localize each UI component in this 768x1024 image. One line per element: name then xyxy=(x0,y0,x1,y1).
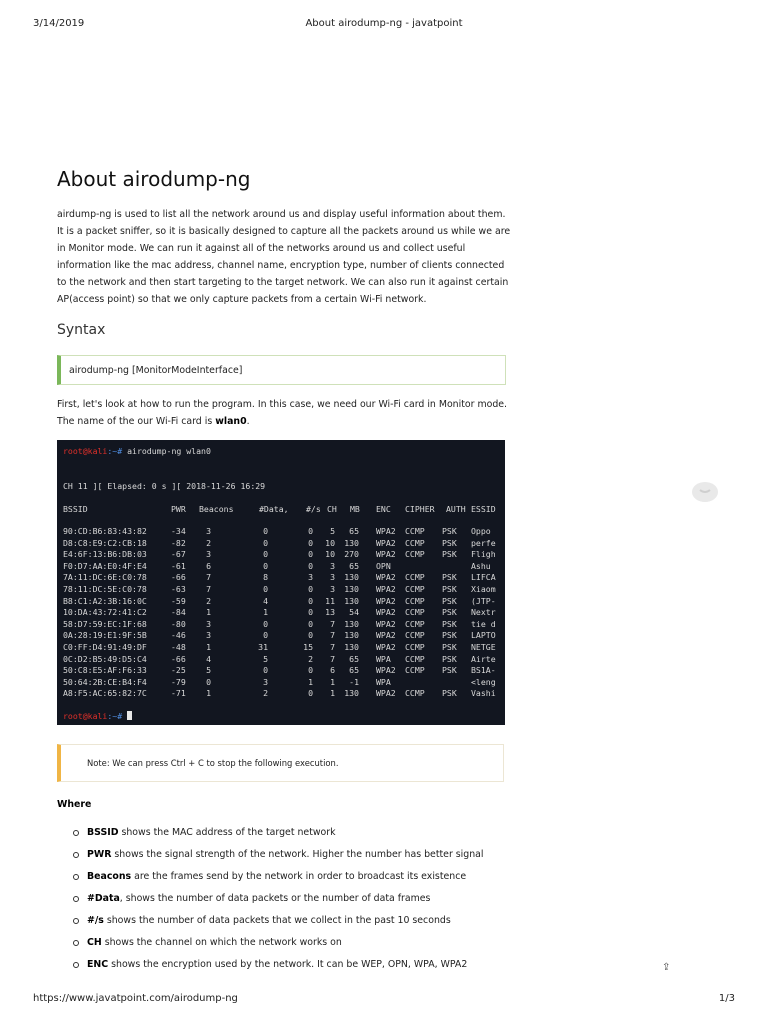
terminal-column-9: AUTH xyxy=(446,504,466,514)
definition-desc: shows the signal strength of the network. Higher the number has better signal xyxy=(111,849,484,860)
terminal-cell: CCMP xyxy=(405,688,425,699)
terminal-cell: 3 xyxy=(263,676,268,687)
terminal-cell: -84 xyxy=(171,607,186,618)
prompt-user: root@kali xyxy=(63,446,108,456)
definition-desc: shows the channel on which the network works on xyxy=(101,937,342,948)
terminal-column-8: CIPHER xyxy=(405,504,435,514)
terminal-screenshot xyxy=(57,440,505,725)
terminal-cell: WPA2 xyxy=(376,642,396,652)
terminal-column-3: #Data, xyxy=(259,504,289,514)
definition-desc: , shows the number of data packets or the number of data frames xyxy=(119,893,431,904)
definition-term: PWR xyxy=(87,849,112,860)
terminal-cell: 11 xyxy=(325,595,335,606)
terminal-cell: -59 xyxy=(171,595,186,606)
terminal-cell: 1 xyxy=(206,607,211,618)
note-box xyxy=(57,744,504,782)
terminal-cell: Airte xyxy=(471,653,496,664)
terminal-cell: -63 xyxy=(171,584,186,594)
definition-term: BSSID xyxy=(87,827,119,838)
terminal-cell: 130 xyxy=(344,642,359,652)
terminal-cell: PSK xyxy=(442,537,457,548)
print-footer-page: 1/3 xyxy=(718,993,735,1004)
terminal-cursor xyxy=(127,711,132,720)
terminal-cell: 130 xyxy=(344,572,359,583)
terminal-cell: PSK xyxy=(442,665,457,676)
terminal-cell: Vashi xyxy=(471,688,496,699)
terminal-cell: 130 xyxy=(344,584,359,594)
terminal-cell: 65 xyxy=(349,560,359,571)
terminal-cell: 0C:D2:B5:49:D5:C4 xyxy=(63,653,147,664)
note-text: Note: We can press Ctrl + C to stop the following execution. xyxy=(87,758,339,768)
terminal-cell: WPA2 xyxy=(376,688,396,699)
terminal-cell: 0 xyxy=(206,676,211,687)
terminal-cell: -48 xyxy=(171,642,186,652)
definition-term: Beacons xyxy=(87,871,132,882)
run-paragraph xyxy=(57,396,512,430)
terminal-cell: 3 xyxy=(308,572,313,583)
terminal-cell: 8 xyxy=(263,572,268,583)
terminal-cell: 5 xyxy=(263,653,268,664)
terminal-cell: 10 xyxy=(325,549,335,560)
terminal-cell: PSK xyxy=(442,607,457,618)
terminal-cell: 130 xyxy=(344,618,359,629)
terminal-cell: 130 xyxy=(344,688,359,699)
terminal-cell: 6 xyxy=(206,560,211,571)
terminal-cell: WPA2 xyxy=(376,549,396,560)
terminal-cell: -34 xyxy=(171,526,186,536)
terminal-cell: -71 xyxy=(171,688,186,699)
definition-term: #/s xyxy=(87,915,104,926)
syntax-code: airodump-ng [MonitorModeInterface] xyxy=(69,365,243,376)
definition-term: #Data xyxy=(87,893,120,904)
terminal-cell: PSK xyxy=(442,595,457,606)
terminal-cell: 0 xyxy=(263,537,268,548)
arrow-up-icon[interactable]: ⇪ xyxy=(662,962,671,973)
syntax-heading: Syntax xyxy=(57,322,106,338)
terminal-cell: 5 xyxy=(206,665,211,676)
terminal-cell: -82 xyxy=(171,537,186,548)
terminal-cell: CCMP xyxy=(405,584,425,594)
terminal-column-1: PWR xyxy=(171,504,186,514)
terminal-cell: tie d xyxy=(471,618,496,629)
definition-desc: shows the number of data packets that we collect in the past 10 seconds xyxy=(103,915,451,926)
terminal-cell: 7 xyxy=(206,572,211,583)
terminal-cell: CCMP xyxy=(405,630,425,641)
terminal-cell: Ashu xyxy=(471,560,491,571)
terminal-cell: 0 xyxy=(263,584,268,594)
terminal-cell: 3 xyxy=(330,560,335,571)
terminal-cell: (JTP- xyxy=(471,595,496,606)
terminal-cell: -1 xyxy=(349,676,359,687)
definition-desc: shows the encryption used by the network. It can be WEP, OPN, WPA, WPA2 xyxy=(108,959,468,970)
terminal-cell: 6 xyxy=(330,665,335,676)
terminal-cell: PSK xyxy=(442,688,457,699)
terminal-cell: 0 xyxy=(308,560,313,571)
terminal-cell: PSK xyxy=(442,618,457,629)
terminal-cell: <leng xyxy=(471,676,496,687)
terminal-cell: 0 xyxy=(263,618,268,629)
definition-item xyxy=(73,936,484,958)
terminal-cell: -79 xyxy=(171,676,186,687)
definition-item xyxy=(73,870,484,892)
terminal-cell: 10:DA:43:72:41:C2 xyxy=(63,607,147,618)
terminal-cell: 50:64:2B:CE:B4:F4 xyxy=(63,676,147,687)
terminal-cell: 0A:28:19:E1:9F:5B xyxy=(63,630,147,641)
terminal-cell: Xiaom xyxy=(471,584,496,594)
terminal-cell: -66 xyxy=(171,572,186,583)
terminal-cell: 0 xyxy=(263,630,268,641)
terminal-column-10: ESSID xyxy=(471,504,496,514)
run-paragraph-text: First, let's look at how to run the program. In this case, we need our Wi-Fi card in Monitor mode. The name of the our Wi-Fi card is xyxy=(57,399,508,427)
terminal-cell: 65 xyxy=(349,665,359,676)
terminal-cell: 0 xyxy=(308,584,313,594)
terminal-column-4: #/s xyxy=(306,504,321,514)
terminal-cell: BS1A- xyxy=(471,665,496,676)
terminal-cell: 1 xyxy=(330,688,335,699)
terminal-cell: CCMP xyxy=(405,642,425,652)
terminal-cell: 90:CD:B6:83:43:82 xyxy=(63,526,147,536)
terminal-cell: LIFCA xyxy=(471,572,496,583)
terminal-cell: NETGE xyxy=(471,642,496,652)
terminal-cell: 4 xyxy=(263,595,268,606)
terminal-cell: Oppo xyxy=(471,526,491,536)
terminal-cell: OPN xyxy=(376,560,391,571)
terminal-cell: WPA2 xyxy=(376,595,396,606)
terminal-cell: CCMP xyxy=(405,537,425,548)
terminal-cell: PSK xyxy=(442,653,457,664)
terminal-cell: 7 xyxy=(330,642,335,652)
terminal-cell: 1 xyxy=(206,688,211,699)
where-label: Where xyxy=(57,799,92,810)
terminal-column-2: Beacons xyxy=(199,504,234,514)
definition-term: CH xyxy=(87,937,102,948)
terminal-cell: 0 xyxy=(263,560,268,571)
terminal-cell: PSK xyxy=(442,642,457,652)
terminal-cell: 0 xyxy=(308,607,313,618)
intro-paragraph: airdump-ng is used to list all the network around us and display useful information about them. It is a packet sniffer, so it is basically designed to capture all the packets around us while we are in Monitor mode. We can run it against all of the networks around us and collect useful information like the mac address, channel name, encryption type, number of clients connected to the network and then start targeting to the target network. We can also run it against certain AP(access point) so that we only capture packets from a certain Wi-Fi network. xyxy=(57,209,511,305)
terminal-cell: Nextr xyxy=(471,607,496,618)
terminal-cell: WPA2 xyxy=(376,665,396,676)
terminal-cell: PSK xyxy=(442,572,457,583)
definition-item xyxy=(73,826,484,848)
terminal-cell: 5 xyxy=(330,526,335,536)
terminal-cell: 130 xyxy=(344,595,359,606)
terminal-cell: WPA xyxy=(376,676,391,687)
terminal-cell: PSK xyxy=(442,584,457,594)
terminal-cell: 7 xyxy=(330,630,335,641)
terminal-cell: WPA xyxy=(376,653,391,664)
terminal-cell: 10 xyxy=(325,537,335,548)
definition-item xyxy=(73,958,484,980)
terminal-cell: 50:C8:E5:AF:F6:33 xyxy=(63,665,147,676)
terminal-cell: WPA2 xyxy=(376,630,396,641)
terminal-cell: perfe xyxy=(471,537,496,548)
print-header-title: About airodump-ng - javatpoint xyxy=(305,18,463,29)
terminal-cell: 58:D7:59:EC:1F:68 xyxy=(63,618,147,629)
terminal-cell: WPA2 xyxy=(376,537,396,548)
terminal-cell: WPA2 xyxy=(376,526,396,536)
definition-list xyxy=(73,826,484,980)
definition-desc: shows the MAC address of the target network xyxy=(118,827,336,838)
terminal-cell: -25 xyxy=(171,665,186,676)
terminal-cell: WPA2 xyxy=(376,618,396,629)
terminal-cell: 2 xyxy=(206,537,211,548)
terminal-cell: 0 xyxy=(308,630,313,641)
terminal-cell: 65 xyxy=(349,526,359,536)
terminal-cell: 0 xyxy=(308,595,313,606)
terminal-cell: 7 xyxy=(206,584,211,594)
definition-desc: are the frames send by the network in order to broadcast its existence xyxy=(131,871,467,882)
chat-bubble-icon[interactable] xyxy=(690,480,720,504)
terminal-cell: 7 xyxy=(330,653,335,664)
definition-item xyxy=(73,848,484,870)
terminal-cell: F0:D7:AA:E0:4F:E4 xyxy=(63,560,147,571)
terminal-cell: 0 xyxy=(308,688,313,699)
terminal-cell: -67 xyxy=(171,549,186,560)
terminal-cell: PSK xyxy=(442,549,457,560)
terminal-cell: 0 xyxy=(308,526,313,536)
terminal-cell: 130 xyxy=(344,537,359,548)
terminal-command: airodump-ng wlan0 xyxy=(127,446,211,456)
terminal-cell: 1 xyxy=(308,676,313,687)
wifi-card-name: wlan0 xyxy=(215,416,247,427)
terminal-cell: 54 xyxy=(349,607,359,618)
terminal-cell: CCMP xyxy=(405,595,425,606)
terminal-cell: 0 xyxy=(308,549,313,560)
terminal-cell: A8:F5:AC:65:82:7C xyxy=(63,688,147,699)
terminal-cell: CCMP xyxy=(405,665,425,676)
terminal-cell: PSK xyxy=(442,630,457,641)
terminal-cell: 3 xyxy=(330,584,335,594)
terminal-cell: 130 xyxy=(344,630,359,641)
terminal-cell: Fligh xyxy=(471,549,496,560)
terminal-cell: 1 xyxy=(263,607,268,618)
terminal-cell: WPA2 xyxy=(376,572,396,583)
terminal-cell: CCMP xyxy=(405,526,425,536)
terminal-cell: CCMP xyxy=(405,549,425,560)
terminal-cell: 1 xyxy=(330,676,335,687)
prompt-user-2: root@kali xyxy=(63,711,108,721)
terminal-cell: CCMP xyxy=(405,607,425,618)
terminal-cell: 1 xyxy=(206,642,211,652)
terminal-cell: 0 xyxy=(308,618,313,629)
terminal-column-5: CH xyxy=(327,504,337,514)
terminal-cell: 2 xyxy=(308,653,313,664)
terminal-cell: 7 xyxy=(330,618,335,629)
definition-item xyxy=(73,892,484,914)
terminal-cell: CCMP xyxy=(405,618,425,629)
terminal-status-line: CH 11 ][ Elapsed: 0 s ][ 2018-11-26 16:29 xyxy=(63,481,266,491)
print-footer-url: https://www.javatpoint.com/airodump-ng xyxy=(33,993,238,1004)
terminal-cell: 78:11:DC:5E:C0:78 xyxy=(63,584,147,594)
terminal-cell: B8:C1:A2:3B:16:0C xyxy=(63,595,147,606)
terminal-cell: 4 xyxy=(206,653,211,664)
terminal-cell: WPA2 xyxy=(376,607,396,618)
definition-item xyxy=(73,914,484,936)
terminal-cell: 3 xyxy=(330,572,335,583)
terminal-cell: 7A:11:DC:6E:C0:78 xyxy=(63,572,147,583)
terminal-cell: E4:6F:13:B6:DB:03 xyxy=(63,549,147,560)
terminal-column-0: BSSID xyxy=(63,504,88,514)
terminal-cell: CCMP xyxy=(405,653,425,664)
prompt-path-2: :~# xyxy=(107,711,128,721)
run-paragraph-end: . xyxy=(246,416,250,427)
terminal-cell: C0:FF:D4:91:49:DF xyxy=(63,642,147,652)
terminal-cell: 2 xyxy=(206,595,211,606)
terminal-prompt-line xyxy=(63,711,132,721)
terminal-cell: 3 xyxy=(206,618,211,629)
terminal-cell: WPA2 xyxy=(376,584,396,594)
terminal-cell: -80 xyxy=(171,618,186,629)
terminal-cell: 3 xyxy=(206,526,211,536)
terminal-cell: 0 xyxy=(263,549,268,560)
terminal-cell: LAPTO xyxy=(471,630,496,641)
terminal-cell: 13 xyxy=(325,607,335,618)
terminal-cell: 31 xyxy=(258,642,268,652)
terminal-cell: 3 xyxy=(206,630,211,641)
terminal-column-6: MB xyxy=(350,504,360,514)
page-title: About airodump-ng xyxy=(57,167,251,191)
terminal-cell: D8:C8:E9:C2:CB:18 xyxy=(63,537,147,548)
terminal-cell: CCMP xyxy=(405,572,425,583)
terminal-cell: -66 xyxy=(171,653,186,664)
terminal-cell: 0 xyxy=(263,526,268,536)
terminal-cell: 2 xyxy=(263,688,268,699)
terminal-cell: 65 xyxy=(349,653,359,664)
print-header-date: 3/14/2019 xyxy=(33,18,85,29)
terminal-cell: 15 xyxy=(303,642,313,652)
prompt-path: :~# xyxy=(107,446,128,456)
terminal-cell: 3 xyxy=(206,549,211,560)
terminal-cell: PSK xyxy=(442,526,457,536)
terminal-cell: 0 xyxy=(308,665,313,676)
terminal-cell: -61 xyxy=(171,560,186,571)
terminal-column-7: ENC xyxy=(376,504,391,514)
syntax-code-box xyxy=(57,355,506,385)
terminal-cell: 0 xyxy=(263,665,268,676)
terminal-cell: 270 xyxy=(344,549,359,560)
definition-term: ENC xyxy=(87,959,109,970)
terminal-cell: 0 xyxy=(308,537,313,548)
terminal-command-line xyxy=(63,446,211,456)
terminal-cell: -46 xyxy=(171,630,186,641)
